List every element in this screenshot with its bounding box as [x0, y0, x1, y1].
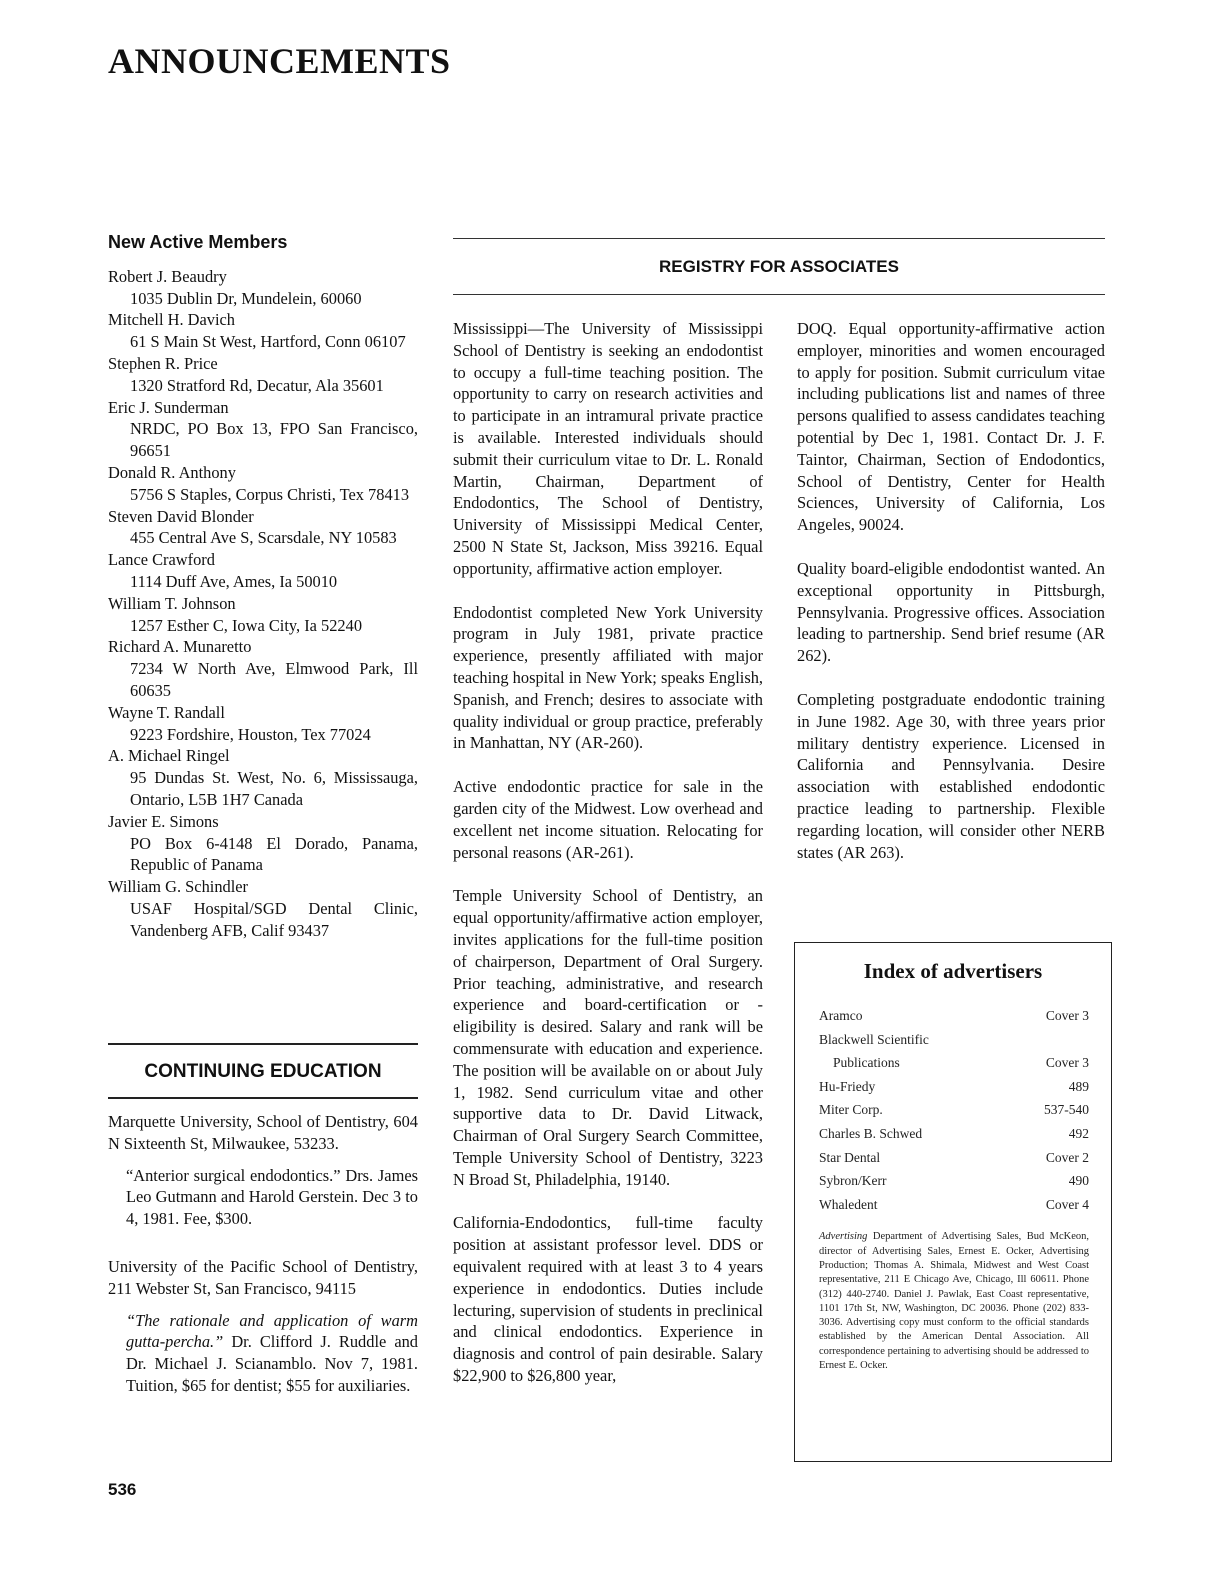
- member-name: A. Michael Ringel: [108, 746, 230, 766]
- member-address: 1114 Duff Ave, Ames, Ia 50010: [130, 571, 338, 591]
- registry-listing: Mississippi—The University of Mississippi School of Dentistry is seeking an endodontist to occupy a full-time teaching position. The opportunity to carry on research activities and to participate in an intramural private practice is available. Interested individuals should submit their curriculum vitae to Dr. L. Ronald Martin, Chairman, Department of Endodontics, The School of Dentistry, University of Mississippi Medical Center, 2500 N State St, Jackson, Miss 39216. Equal opportunity, affirmative action employer.: [453, 319, 763, 578]
- registry-listing: Endodontist completed New York University program in July 1981, private practice experience, presently affiliated with major teaching hospital in New York; speaks English, Spanish, and French; desires to associate with quality individual or group practice, preferably in Manhattan, NY (AR-260).: [453, 602, 763, 753]
- registry-heading: REGISTRY FOR ASSOCIATES: [659, 257, 899, 276]
- member-entry: [108, 636, 418, 701]
- registry-middle-column: [453, 318, 763, 1409]
- ce-course: [108, 1165, 418, 1230]
- member-entry: [108, 811, 418, 876]
- advertiser-row: [819, 1075, 1089, 1099]
- member-entry: [108, 462, 418, 506]
- member-entry: [108, 506, 418, 550]
- section-divider: [453, 294, 1105, 295]
- member-address: 1035 Dublin Dr, Mundelein, 60060: [130, 288, 362, 308]
- member-name: William G. Schindler: [108, 877, 249, 897]
- member-entry: [108, 745, 418, 810]
- ce-course-details: Dr. Clifford J. Ruddle and Dr. Michael J. Scianamblo. Nov 7, 1981. Tuition, $65 for dentist; $55 for auxiliaries.: [126, 1332, 418, 1395]
- ce-course: [108, 1310, 418, 1397]
- members-list: [108, 266, 418, 942]
- continuing-education-section: [108, 1043, 418, 1423]
- advertiser-row: [819, 1004, 1089, 1028]
- advertiser-page: Cover 3: [1045, 1055, 1089, 1071]
- member-address: 7234 W North Ave, Elmwood Park, Ill 60635: [130, 659, 418, 700]
- advertiser-row: [819, 1193, 1089, 1217]
- registry-listing: Temple University School of Dentistry, an equal opportunity/affirmative action employer, invites applications for the full-time position of chairperson, Department of Oral Surgery. Prior teaching, administrative, and research experience and board-certification or -eligibility is desired. Salary and rank will be commensurate with education and experience. The position will be available on or about July 1, 1982. Send curriculum vitae and other supportive data to Dr. David Litwack, Chairman of Oral Surgery Search Committee, Temple University School of Dentistry, 3223 N Broad St, Philadelphia, 19140.: [453, 886, 763, 1189]
- member-address: 1320 Stratford Rd, Decatur, Ala 35601: [130, 375, 384, 395]
- member-address: 95 Dundas St. West, No. 6, Mississauga, Ontario, L5B 1H7 Canada: [130, 768, 418, 809]
- registry-header: [453, 238, 1105, 295]
- member-name: Steven David Blonder: [108, 506, 254, 526]
- ce-course-title: “The rationale and application of warm gutta-percha.”: [126, 1310, 418, 1352]
- member-entry: [108, 549, 418, 593]
- member-name: Eric J. Sunderman: [108, 397, 229, 417]
- member-address: USAF Hospital/SGD Dental Clinic, Vandenberg AFB, Calif 93437: [130, 898, 418, 940]
- advertiser-name: Charles B. Schwed: [819, 1125, 923, 1141]
- member-name: Donald R. Anthony: [108, 462, 236, 482]
- advertiser-name: Star Dental: [819, 1149, 881, 1165]
- advertiser-list: [819, 1004, 1089, 1216]
- ce-entry: [108, 1111, 418, 1230]
- advertiser-page: Cover 2: [1045, 1149, 1089, 1165]
- advertiser-page: 537-540: [1044, 1102, 1089, 1118]
- ce-course-title: “Anterior surgical endodontics.”: [126, 1165, 341, 1185]
- advertiser-row: [819, 1051, 1089, 1075]
- new-active-members-section: [108, 232, 418, 942]
- member-name: William T. Johnson: [108, 593, 236, 613]
- member-address: 61 S Main St West, Hartford, Conn 06107: [130, 332, 406, 352]
- member-name: Mitchell H. Davich: [108, 310, 235, 330]
- advertiser-page: 492: [1068, 1125, 1089, 1141]
- advertiser-name: Publications: [833, 1055, 900, 1071]
- advertiser-page: 490: [1068, 1173, 1089, 1189]
- member-name: Richard A. Munaretto: [108, 637, 252, 657]
- member-entry: [108, 266, 418, 310]
- advertiser-page: Cover 4: [1045, 1196, 1089, 1212]
- member-address: 5756 S Staples, Corpus Christi, Tex 78413: [130, 484, 410, 504]
- member-name: Wayne T. Randall: [108, 702, 225, 722]
- advertiser-row: [819, 1122, 1089, 1146]
- member-entry: [108, 702, 418, 746]
- member-entry: [108, 353, 418, 397]
- advertising-note-label: Advertising: [819, 1231, 868, 1243]
- member-entry: [108, 593, 418, 637]
- member-name: Robert J. Beaudry: [108, 266, 227, 286]
- ce-institution: Marquette University, School of Dentistry, 604 N Sixteenth St, Milwaukee, 53233.: [108, 1112, 418, 1153]
- advertiser-name: Aramco: [819, 1008, 863, 1023]
- continuing-education-heading: CONTINUING EDUCATION: [144, 1061, 382, 1082]
- advertiser-page: 489: [1068, 1078, 1089, 1094]
- advertiser-row: [819, 1098, 1089, 1122]
- member-entry: [108, 876, 418, 941]
- member-name: Stephen R. Price: [108, 353, 218, 373]
- member-address: PO Box 6-4148 El Dorado, Panama, Republic of Panama: [130, 833, 418, 875]
- member-address: 455 Central Ave S, Scarsdale, NY 10583: [130, 528, 397, 548]
- advertising-contact-note: [819, 1230, 1089, 1373]
- advertising-note-text: Department of Advertising Sales, Bud McKeon, director of Advertising Sales, Ernest E. Ocker, Advertising Production; Thomas A. Shimala, Midwest and West Coast representative, 211 E Chicago Ave, Chicago, Ill 60611. Phone (312) 440-2740. Daniel J. Pawlak, East Coast representative, 1101 17th St, NW, Washington, DC 20036. Phone (202) 833-3036. Advertising copy must conform to the official standards established by the American Dental Association. All correspondence pertaining to advertising should be addressed to Ernest E. Ocker.: [819, 1231, 1089, 1372]
- advertiser-name: Sybron/Kerr: [819, 1173, 887, 1189]
- ce-entry: [108, 1256, 418, 1397]
- ce-course-details: Drs. James Leo Gutmann and Harold Gerstein. Dec 3 to 4, 1981. Fee, $300.: [126, 1165, 418, 1229]
- section-divider: [108, 1097, 418, 1099]
- member-address: 9223 Fordshire, Houston, Tex 77024: [130, 724, 371, 744]
- member-address: 1257 Esther C, Iowa City, Ia 52240: [130, 615, 363, 635]
- index-heading: Index of advertisers: [863, 959, 1043, 983]
- registry-listing: DOQ. Equal opportunity-affirmative action employer, minorities and women encouraged to apply for position. Submit curriculum vitae including publications list and names of three persons qualified to assess candidates teaching potential by Dec 1, 1981. Contact Dr. J. F. Taintor, Chairman, Section of Endodontics, School of Dentistry, Center for Health Sciences, University of California, Los Angeles, 90024.: [797, 319, 1105, 535]
- advertiser-name: Whaledent: [819, 1196, 878, 1212]
- new-active-members-heading: New Active Members: [108, 232, 288, 252]
- member-address: NRDC, PO Box 13, FPO San Francisco, 96651: [130, 419, 418, 461]
- member-name: Lance Crawford: [108, 550, 215, 570]
- advertiser-name: Miter Corp.: [819, 1102, 883, 1118]
- registry-listing: Active endodontic practice for sale in the garden city of the Midwest. Low overhead and excellent net income situation. Relocating for personal reasons (AR-261).: [453, 777, 763, 862]
- registry-right-column: [797, 318, 1105, 885]
- index-of-advertisers-box: [794, 942, 1112, 1462]
- advertiser-row: [819, 1146, 1089, 1170]
- registry-listing: Quality board-eligible endodontist wanted. An exceptional opportunity in Pittsburgh, Pennsylvania. Progressive offices. Association leading to partnership. Send brief resume (AR 262).: [797, 558, 1105, 666]
- page-number: 536: [108, 1480, 137, 1499]
- registry-listing: California-Endodontics, full-time faculty position at assistant professor level. DDS or equivalent required with at least 3 to 4 years experience in endodontics. Duties include lecturing, supervision of students in preclinical and clinical endodontics. Experience in diagnosis and control of pain desirable. Salary $22,900 to $26,800 year,: [453, 1213, 763, 1386]
- advertiser-row: [819, 1028, 1089, 1052]
- ce-institution: University of the Pacific School of Dentistry, 211 Webster St, San Francisco, 94115: [108, 1256, 418, 1298]
- page-title: ANNOUNCEMENTS: [108, 41, 451, 81]
- advertiser-name: Blackwell Scientific: [819, 1031, 929, 1047]
- registry-listing: Completing postgraduate endodontic training in June 1982. Age 30, with three years prior military dentistry experience. Licensed in California and Pennsylvania. Desire association with established endodontic practice leading to partnership. Flexible regarding location, will consider other NERB states (AR 263).: [797, 689, 1105, 862]
- advertiser-row: [819, 1169, 1089, 1193]
- member-entry: [108, 397, 418, 462]
- member-name: Javier E. Simons: [108, 811, 219, 831]
- advertiser-page: Cover 3: [1045, 1008, 1089, 1023]
- member-entry: [108, 309, 418, 353]
- advertiser-name: Hu-Friedy: [819, 1078, 876, 1094]
